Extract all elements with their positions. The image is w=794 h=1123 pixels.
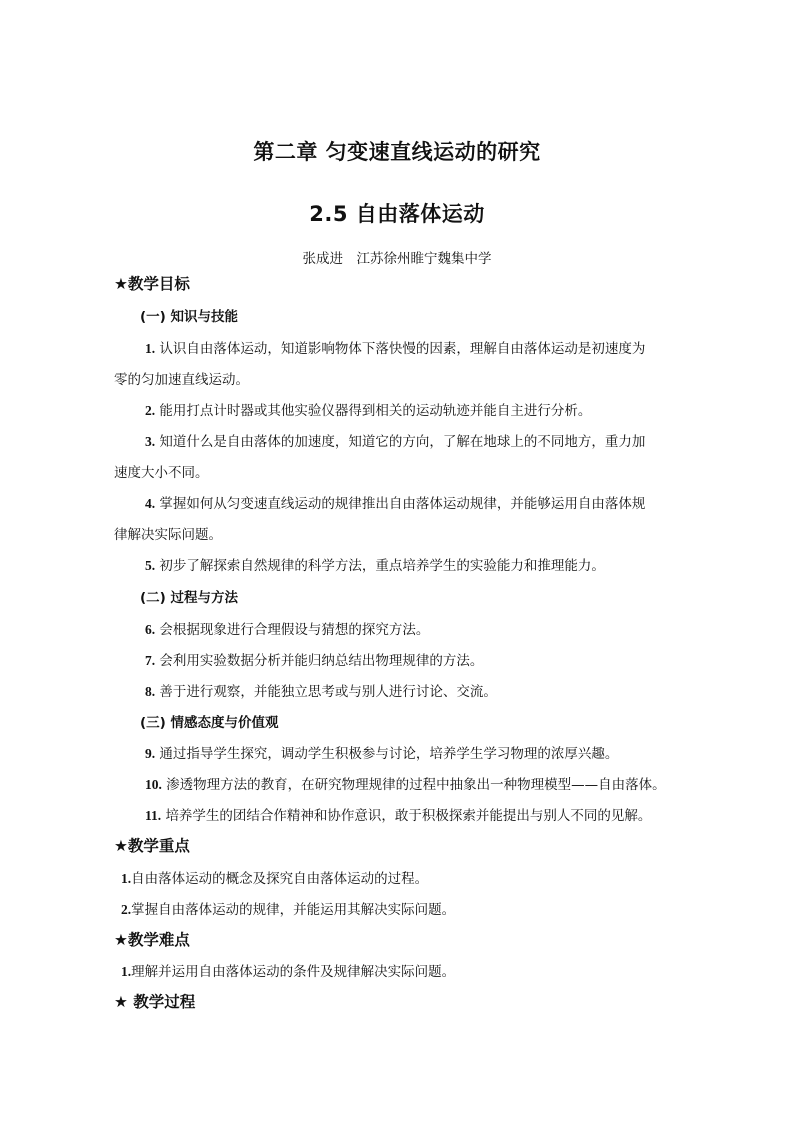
item-text: 掌握如何从匀变速直线运动的规律推出自由落体运动规律，并能够运用自由落体规 <box>159 496 646 512</box>
item-continuation: 零的匀加速直线运动。 <box>114 372 249 388</box>
key-points-heading: ★教学重点 <box>114 837 190 855</box>
item-text: 善于进行观察，并能独立思考或与别人进行讨论、交流。 <box>159 684 497 700</box>
item-text: 自由落体运动的概念及探究自由落体运动的过程。 <box>131 871 429 887</box>
item-number: 7. <box>145 653 156 668</box>
item-number: 2. <box>121 902 132 917</box>
item-number: 2. <box>145 403 156 418</box>
item-number: 10. <box>145 777 162 792</box>
list-item <box>145 680 497 700</box>
difficulties-heading: ★教学难点 <box>114 931 190 949</box>
list-item <box>145 430 645 450</box>
item-continuation: 律解决实际问题。 <box>114 527 222 543</box>
item-number: 9. <box>145 746 156 761</box>
list-item <box>145 649 483 669</box>
item-text: 通过指导学生探究，调动学生积极参与讨论，培养学生学习物理的浓厚兴趣。 <box>159 746 619 762</box>
item-number: 11. <box>145 808 162 823</box>
item-text: 会利用实验数据分析并能归纳总结出物理规律的方法。 <box>159 653 484 669</box>
item-text: 知道什么是自由落体的加速度，知道它的方向，了解在地球上的不同地方，重力加 <box>159 434 646 450</box>
process-method-heading: (二) 过程与方法 <box>140 590 239 606</box>
knowledge-skills-heading: (一) 知识与技能 <box>140 309 239 325</box>
item-text: 渗透物理方法的教育，在研究物理规律的过程中抽象出一种物理模型——自由落体。 <box>166 777 666 793</box>
list-item <box>145 554 605 574</box>
list-item <box>145 804 651 824</box>
list-item <box>121 898 455 918</box>
list-item <box>145 742 618 762</box>
item-number: 1. <box>121 871 132 886</box>
list-item <box>145 337 645 357</box>
item-text: 掌握自由落体运动的规律，并能运用其解决实际问题。 <box>131 902 456 918</box>
item-text: 会根据现象进行合理假设与猜想的探究方法。 <box>159 622 430 638</box>
item-number: 1. <box>121 964 132 979</box>
chapter-title: 第二章 匀变速直线运动的研究 <box>253 140 541 164</box>
item-text: 理解并运用自由落体运动的条件及规律解决实际问题。 <box>131 964 456 980</box>
section-title: 2.5 自由落体运动 <box>309 202 485 226</box>
item-number: 6. <box>145 622 156 637</box>
list-item <box>145 399 591 419</box>
item-text: 认识自由落体运动，知道影响物体下落快慢的因素，理解自由落体运动是初速度为 <box>159 341 646 357</box>
list-item <box>121 960 455 980</box>
list-item <box>121 867 428 887</box>
teaching-process-heading: ★ 教学过程 <box>114 993 196 1011</box>
attitude-values-heading: (三) 情感态度与价值观 <box>140 715 279 731</box>
item-number: 3. <box>145 434 156 449</box>
teaching-goals-heading: ★教学目标 <box>114 275 190 293</box>
item-number: 5. <box>145 558 156 573</box>
author-line: 张成进 江苏徐州睢宁魏集中学 <box>302 251 492 267</box>
item-text: 能用打点计时器或其他实验仪器得到相关的运动轨迹并能自主进行分析。 <box>159 403 592 419</box>
item-number: 8. <box>145 684 156 699</box>
item-continuation: 速度大小不同。 <box>114 465 209 481</box>
list-item <box>145 773 666 793</box>
item-number: 1. <box>145 341 156 356</box>
item-text: 初步了解探索自然规律的科学方法，重点培养学生的实验能力和推理能力。 <box>159 558 605 574</box>
item-number: 4. <box>145 496 156 511</box>
list-item <box>145 618 429 638</box>
list-item <box>145 492 645 512</box>
item-text: 培养学生的团结合作精神和协作意识，敢于积极探索并能提出与别人不同的见解。 <box>165 808 652 824</box>
